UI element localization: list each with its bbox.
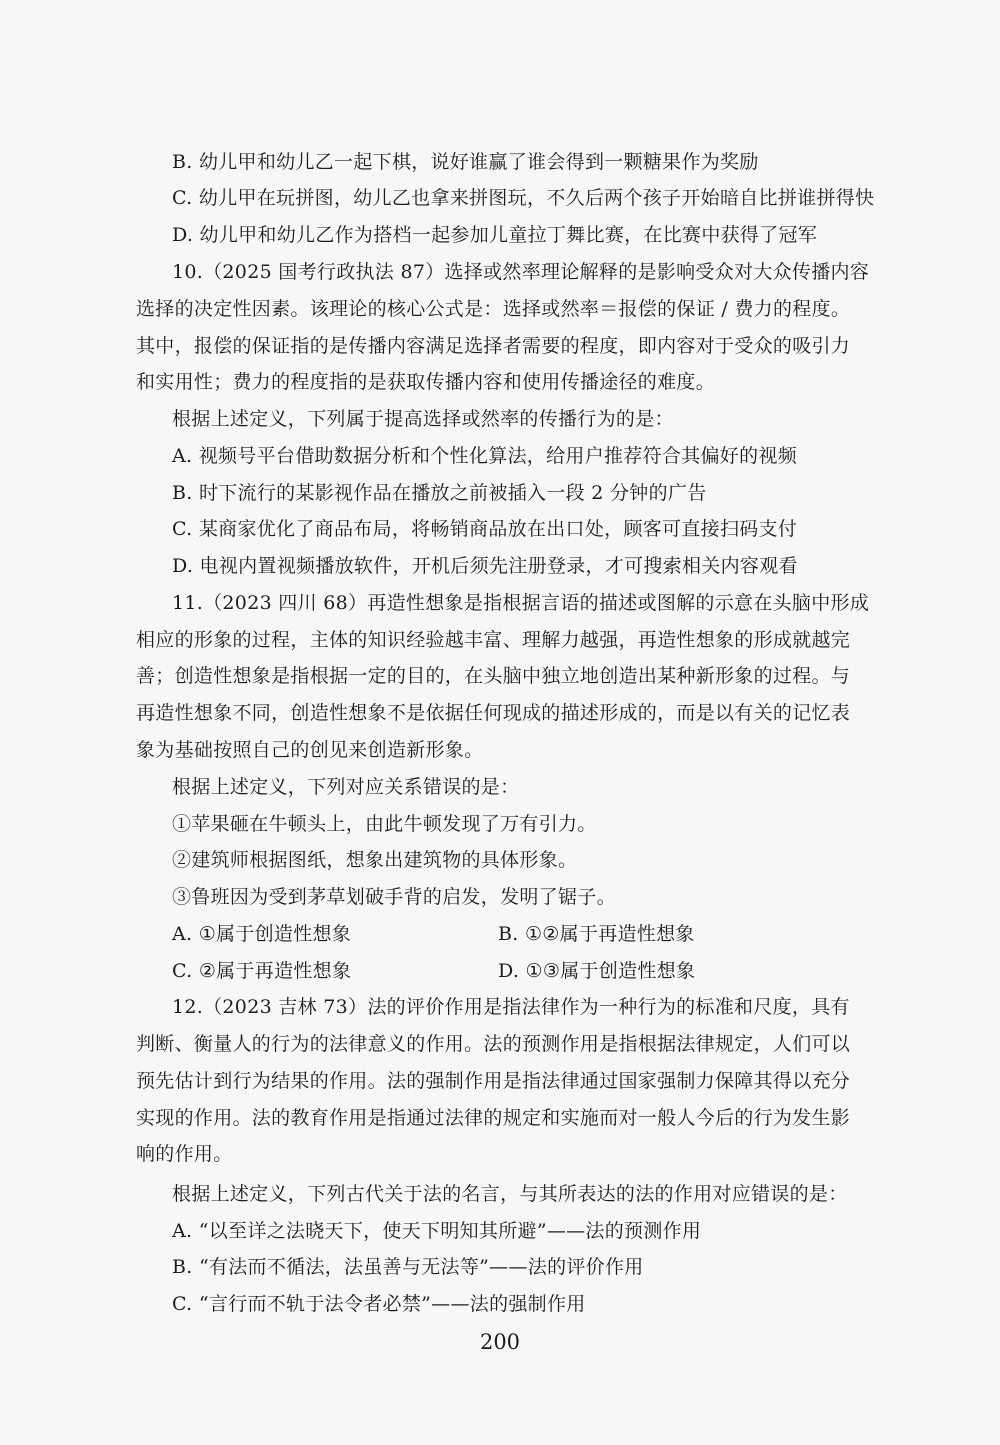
q10-question: 根据上述定义，下列属于提高选择或然率的传播行为的是： [172, 408, 674, 430]
q11-stem-line: 11.（2023 四川 68）再造性想象是指根据言语的描述或图解的示意在头脑中形成 [172, 592, 870, 614]
page-number: 200 [479, 1330, 521, 1354]
q11-stem-line: 善；创造性想象是指根据一定的目的，在头脑中独立地创造出某种新形象的过程。与 [136, 665, 851, 687]
q9-option-c: C. 幼儿甲在玩拼图，幼儿乙也拿来拼图玩，不久后两个孩子开始暗自比拼谁拼得快 [172, 187, 875, 209]
q12-stem-line: 响的作用。 [136, 1143, 233, 1165]
q10-option-b: B. 时下流行的某影视作品在播放之前被插入一段 2 分钟的广告 [172, 482, 707, 504]
q9-option-d: D. 幼儿甲和幼儿乙作为搭档一起参加儿童拉丁舞比赛，在比赛中获得了冠军 [172, 224, 818, 246]
q11-option-a: A. ①属于创造性想象 [172, 923, 352, 945]
q12-stem-line: 12.（2023 吉林 73）法的评价作用是指法律作为一种行为的标准和尺度，具有 [172, 996, 850, 1018]
q12-option-b: B. “有法而不循法，法虽善与无法等”——法的评价作用 [172, 1256, 644, 1278]
q11-item: ①苹果砸在牛顿头上，由此牛顿发现了万有引力。 [172, 813, 597, 835]
q12-option-a: A. “以至详之法晓天下，使天下明知其所避”——法的预测作用 [172, 1220, 702, 1242]
q12-question: 根据上述定义，下列古代关于法的名言，与其所表达的法的作用对应错误的是： [172, 1183, 848, 1205]
q11-question: 根据上述定义，下列对应关系错误的是： [172, 776, 520, 798]
q12-stem-line: 预先估计到行为结果的作用。法的强制作用是指法律通过国家强制力保障其得以充分 [136, 1070, 851, 1092]
q10-option-d: D. 电视内置视频播放软件，开机后须先注册登录，才可搜索相关内容观看 [172, 555, 798, 577]
q11-stem-line: 相应的形象的过程，主体的知识经验越丰富、理解力越强，再造性想象的形成就越完 [136, 629, 851, 651]
q11-stem-line: 象为基础按照自己的创见来创造新形象。 [136, 739, 484, 761]
q10-stem-line: 其中，报偿的保证指的是传播内容满足选择者需要的程度，即内容对于受众的吸引力 [136, 335, 851, 357]
q12-stem-line: 判断、衡量人的行为的法律意义的作用。法的预测作用是指根据法律规定，人们可以 [136, 1033, 851, 1055]
q12-option-c: C. “言行而不轨于法令者必禁”——法的强制作用 [172, 1293, 586, 1315]
q10-stem-line: 和实用性；费力的程度指的是获取传播内容和使用传播途径的难度。 [136, 371, 716, 393]
q11-stem-line: 再造性想象不同，创造性想象不是依据任何现成的描述形成的，而是以有关的记忆表 [136, 702, 851, 724]
q12-stem-line: 实现的作用。法的教育作用是指通过法律的规定和实施而对一般人今后的行为发生影 [136, 1107, 851, 1129]
q10-option-c: C. 某商家优化了商品布局，将畅销商品放在出口处，顾客可直接扫码支付 [172, 518, 798, 540]
q11-option-b: B. ①②属于再造性想象 [498, 923, 695, 945]
q10-option-a: A. 视频号平台借助数据分析和个性化算法，给用户推荐符合其偏好的视频 [172, 445, 798, 467]
q10-stem-line: 选择的决定性因素。该理论的核心公式是：选择或然率＝报偿的保证 / 费力的程度。 [136, 298, 851, 320]
q9-option-b: B. 幼儿甲和幼儿乙一起下棋，说好谁赢了谁会得到一颗糖果作为奖励 [172, 151, 759, 173]
q11-option-d: D. ①③属于创造性想象 [498, 960, 696, 982]
q11-item: ②建筑师根据图纸，想象出建筑物的具体形象。 [172, 849, 578, 871]
q11-option-c: C. ②属于再造性想象 [172, 960, 352, 982]
q11-item: ③鲁班因为受到茅草划破手背的启发，发明了锯子。 [172, 886, 616, 908]
q10-stem-line: 10.（2025 国考行政执法 87）选择或然率理论解释的是影响受众对大众传播内容 [172, 261, 870, 283]
